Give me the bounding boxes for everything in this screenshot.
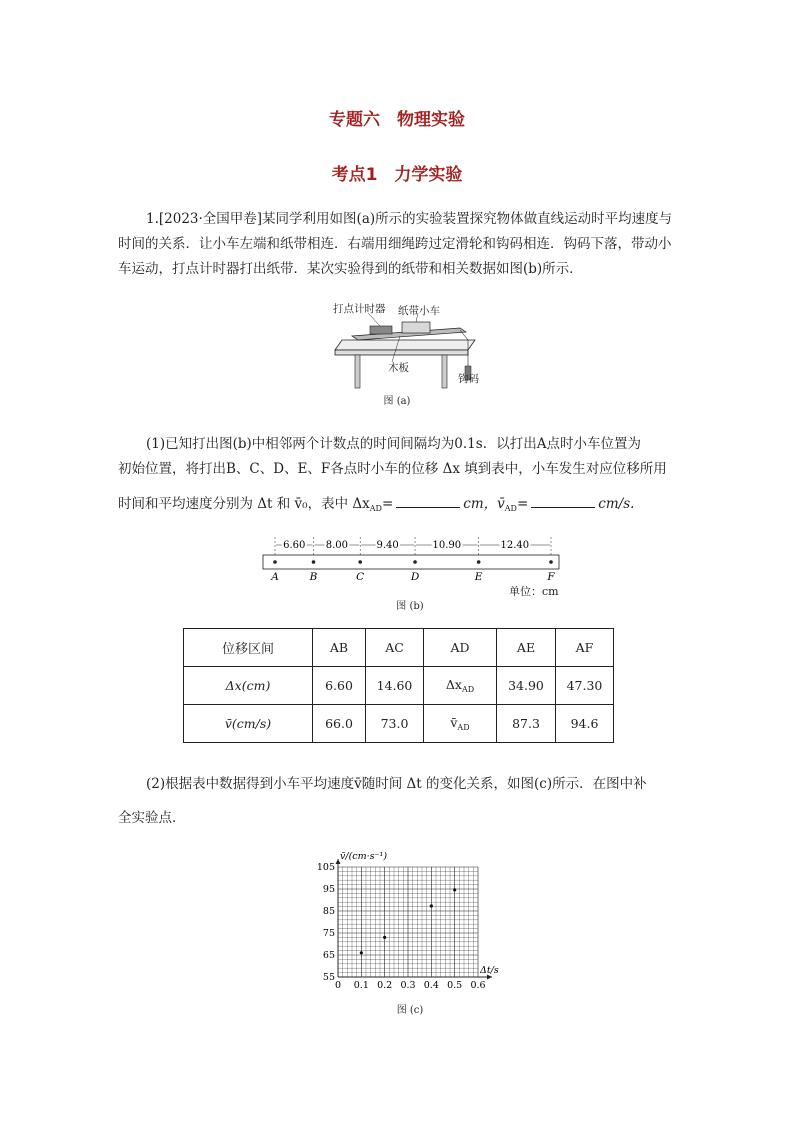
part1-text-e: cm/s. <box>598 496 635 512</box>
table-header: AB <box>313 629 366 667</box>
table-leg <box>442 355 447 388</box>
x-tick-label: 0.5 <box>447 980 463 991</box>
figure-c-chart <box>300 845 510 995</box>
x-tick-label: 0.1 <box>353 980 369 991</box>
label-board: 木板 <box>388 362 409 374</box>
data-point <box>453 888 456 891</box>
data-point <box>430 904 433 907</box>
problem-intro: 1.[2023·全国甲卷]某同学利用如图(a)所示的实验装置探究物体做直线运动时平均速度与时间的关系．让小车左端和纸带相连．右端用细绳跨过定滑轮和钩码相连．钩码下落，带动小车运动，打点计时器打出纸带．某次实验得到的纸带和相关数据如图(b)所示． <box>118 211 673 277</box>
x-tick-label: 0.4 <box>423 980 439 991</box>
table-header: AF <box>556 629 614 667</box>
x-tick-label: 0.2 <box>377 980 393 991</box>
table-cell-v-ad: $v̄_{AD}$ <box>424 705 497 743</box>
data-point <box>383 936 386 939</box>
table-row <box>184 705 614 743</box>
part1-text-d: = <box>516 496 529 512</box>
tape-point-label: D <box>410 571 420 583</box>
figure-c-caption: 图 (c) <box>396 1005 424 1016</box>
part1-text-c: cm，v̄ <box>463 496 505 512</box>
table-cell: 66.0 <box>313 705 366 743</box>
cart <box>402 322 430 333</box>
table-cell: 6.60 <box>313 667 366 705</box>
row-label-dx: Δx(cm) <box>184 667 313 705</box>
answer-blank-dx[interactable] <box>396 495 460 508</box>
y-tick-label: 95 <box>322 884 335 895</box>
answer-blank-v[interactable] <box>531 495 595 508</box>
part1-line3 <box>118 492 634 513</box>
tape-dimensions <box>275 537 551 555</box>
x-tick-label: 0.6 <box>470 980 486 991</box>
chart-grid <box>338 867 478 977</box>
table-cell: 94.6 <box>556 705 614 743</box>
part1-text-a: 时间和平均速度分别为 Δt 和 v̄₀，表中 Δx <box>118 496 370 512</box>
interval-label: 10.90 <box>432 540 462 551</box>
part1-text-b: = <box>381 496 394 512</box>
x-tick-label: 0.3 <box>400 980 416 991</box>
y-tick-label: 65 <box>322 950 335 961</box>
subsection-title: 考点1 力学实验 <box>331 165 463 185</box>
section-title: 专题六 物理实验 <box>329 110 465 130</box>
y-tick-label: 55 <box>322 972 335 983</box>
y-tick-label: 85 <box>322 906 335 917</box>
interval-label: 6.60 <box>283 540 306 551</box>
part1-line1: (1)已知打出图(b)中相邻两个计数点的时间间隔均为0.1s．以打出A点时小车位置为 <box>146 436 641 452</box>
interval-label: 12.40 <box>500 540 530 551</box>
part2-line1: (2)根据表中数据得到小车平均速度v̄随时间 Δt 的变化关系，如图(c)所示．在图中补 <box>146 776 647 792</box>
y-tick-label: 105 <box>316 862 335 873</box>
table-cell: 14.60 <box>366 667 424 705</box>
chart-ylabel: v̄/(cm·s⁻¹) <box>340 851 388 862</box>
interval-label: 9.40 <box>376 540 399 551</box>
label-tape-cart: 纸带小车 <box>398 305 440 317</box>
table-header: AC <box>366 629 424 667</box>
interval-label: 8.00 <box>325 540 348 551</box>
tape-dot <box>273 560 277 564</box>
tape-point-label: B <box>309 571 318 583</box>
tape-dot <box>413 560 417 564</box>
tape-point-label: C <box>356 571 365 583</box>
chart-xlabel: Δt/s <box>480 965 499 976</box>
timer <box>370 326 392 334</box>
table-cell: 47.30 <box>556 667 614 705</box>
table-cell-dx-ad: $\Delta x_{AD}$ <box>424 667 497 705</box>
data-point <box>360 951 363 954</box>
tape-dot <box>312 560 316 564</box>
tape-point-label: A <box>271 571 279 583</box>
table-cell: 87.3 <box>497 705 556 743</box>
table-leg <box>355 355 360 388</box>
table-header: 位移区间 <box>184 629 313 667</box>
table-row <box>184 629 614 667</box>
tape-point-label: F <box>547 571 555 583</box>
tape-point-label: E <box>474 571 483 583</box>
tape-dot <box>358 560 362 564</box>
data-table <box>183 628 614 743</box>
figure-b-caption: 图 (b) <box>396 601 424 612</box>
table-header: AD <box>424 629 497 667</box>
table-cell: 73.0 <box>366 705 424 743</box>
label-weight: 钩码 <box>458 373 479 385</box>
table-top <box>335 340 475 350</box>
chart-ticks <box>317 862 486 991</box>
table-row <box>184 667 614 705</box>
figure-a-caption: 图 (a) <box>383 396 411 407</box>
y-tick-label: 75 <box>322 928 335 939</box>
part2-line2: 全实验点． <box>118 810 186 826</box>
tape-unit: 单位：cm <box>509 585 559 598</box>
part1-line2: 初始位置，将打出B、C、D、E、F各点时小车的位移 Δx 填到表中，小车发生对应位移所用 <box>118 461 667 477</box>
tape-dot <box>549 560 553 564</box>
subscript-ad: AD <box>369 504 382 513</box>
table-cell: 34.90 <box>497 667 556 705</box>
row-label-v: v̄(cm/s) <box>184 705 313 743</box>
subscript-ad: AD <box>504 504 517 513</box>
x-tick-label: 0 <box>334 980 342 991</box>
tape-dot <box>477 560 481 564</box>
label-timer: 打点计时器 <box>333 303 386 315</box>
table-header: AE <box>497 629 556 667</box>
